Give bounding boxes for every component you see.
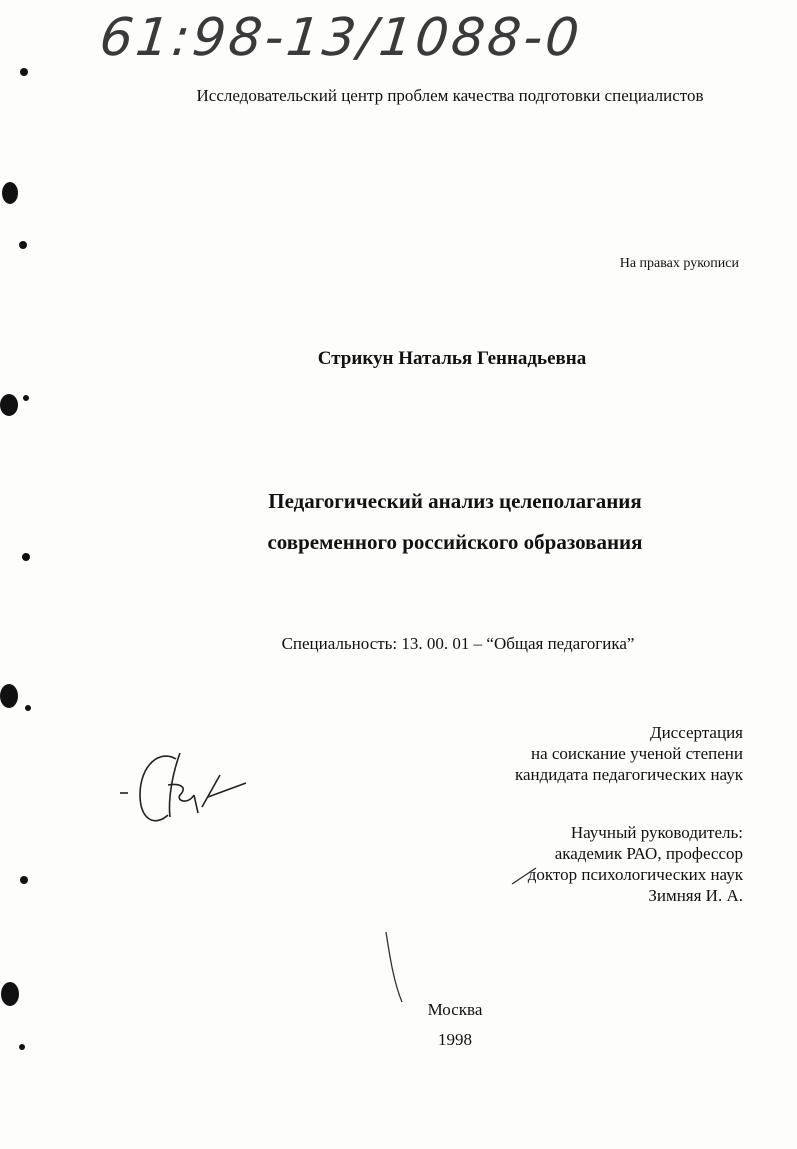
binder-mark: [0, 684, 18, 708]
manuscript-rights-note: На правах рукописи: [619, 256, 739, 271]
binder-mark: [20, 68, 28, 76]
author-name: Стрикун Наталья Геннадьевна: [317, 348, 587, 369]
binder-mark: [0, 394, 18, 416]
pen-stroke-mark: [380, 928, 410, 1008]
dissertation-title-line-2: современного российского образования: [267, 530, 643, 554]
scientific-supervisor-block: [528, 822, 743, 906]
degree-line-1: Диссертация: [649, 723, 743, 742]
binder-mark: [20, 876, 28, 884]
supervisor-line-1: Научный руководитель:: [570, 823, 743, 842]
binder-mark: [2, 182, 18, 204]
pen-stroke-mark: [510, 864, 540, 888]
supervisor-line-4: Зимняя И. А.: [648, 886, 743, 905]
binder-mark: [23, 395, 29, 401]
signature-mark: [110, 745, 250, 835]
supervisor-line-3: доктор психологических наук: [527, 865, 743, 884]
institution-name: Исследовательский центр проблем качества подготовки специалистов: [196, 86, 704, 105]
binder-mark: [25, 705, 31, 711]
degree-line-2: на соискание ученой степени: [530, 744, 743, 763]
specialty-line: Специальность: 13. 00. 01 – “Общая педагогика”: [281, 634, 635, 653]
supervisor-line-2: академик РАО, профессор: [554, 844, 743, 863]
city: Москва: [427, 1000, 483, 1019]
degree-line-3: кандидата педагогических наук: [514, 765, 743, 784]
archive-number-handwritten: 61:98-13/1088-0: [96, 8, 585, 68]
binder-marks: [0, 0, 60, 1149]
dissertation-degree-block: [515, 722, 743, 785]
binder-mark: [19, 241, 27, 249]
year: 1998: [438, 1030, 472, 1049]
dissertation-title-line-1: Педагогический анализ целеполагания: [268, 489, 642, 513]
